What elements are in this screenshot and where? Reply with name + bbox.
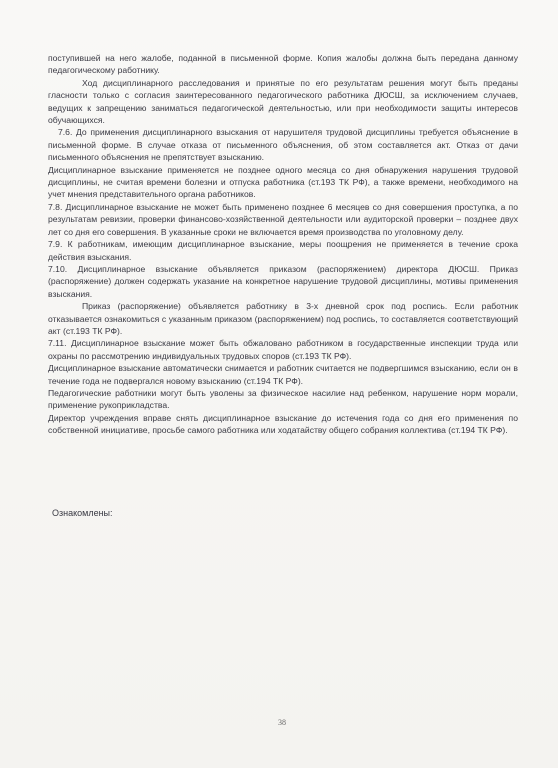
paragraph-7-6: 7.6. До применения дисциплинарного взыскания от нарушителя трудовой дисциплины требуется объяснение в письменной форме. В случае отказа от письменного объяснения, об этом составляется акт. Отказ от дачи письменного объяснения не препятствует взысканию.	[48, 127, 518, 163]
paragraph-director-removal: Директор учреждения вправе снять дисциплинарное взыскание до истечения года со дня его применения по собственной инициативе, просьбе самого работника или ходатайству общего собрания коллектива (ст.194 ТК РФ).	[48, 412, 518, 436]
paragraph-7-11: 7.11. Дисциплинарное взыскание может быть обжаловано работником в государственные инспекции труда или охраны по рассмотрению индивидуальных трудовых споров (ст.193 ТК РФ).	[48, 338, 518, 361]
paragraph-investigation: Ход дисциплинарного расследования и принятые по его результатам решения могут быть преданы гласности только с согласия заинтересованного педагогического работника ДЮСШ, за исключением случаев, ведущих к запрещению заниматься педагогической деятельностью, или при необходимости защиты интересов обучающихся.	[48, 77, 518, 126]
acknowledged-label: Ознакомлены:	[52, 508, 113, 518]
paragraph-order-announcement: Приказ (распоряжение) объявляется работнику в 3-х дневной срок под роспись. Если работник отказывается ознакомиться с указанным приказом (распоряжением) под роспись, то составляется соответствующий акт (ст.193 ТК РФ).	[48, 301, 518, 336]
paragraph-7-8: 7.8. Дисциплинарное взыскание не может быть применено позднее 6 месяцев со дня совершения проступка, а по результатам ревизии, проверки финансово-хозяйственной деятельности или аудиторской проверки – позднее двух лет со дня его совершения. В указанные сроки не включается время производства по уголовному делу.	[48, 201, 518, 237]
paragraph-auto-removal: Дисциплинарное взыскание автоматически снимается и работник считается не подвергшимся взысканию, если он в течение года не подвергался новому взысканию (ст.194 ТК РФ).	[48, 363, 518, 386]
paragraph-dismissal: Педагогические работники могут быть уволены за физическое насилие над ребенком, нарушение норм морали, применение рукоприкладства.	[48, 387, 518, 411]
paragraph-7-10: 7.10. Дисциплинарное взыскание объявляется приказом (распоряжением) директора ДЮСШ. Приказ (распоряжение) должен содержать указание на конкретное нарушение трудовой дисциплины, мотивы применения взыскания.	[48, 263, 518, 299]
paragraph-complaint-end: поступившей на него жалобе, поданной в письменной форме. Копия жалобы должна быть передана данному педагогическому работнику.	[48, 53, 518, 76]
paragraph-7-9: 7.9. К работникам, имеющим дисциплинарное взыскание, меры поощрения не применяется в течение срока действия взыскания.	[48, 239, 518, 262]
body-text	[48, 52, 518, 437]
paragraph-one-month: Дисциплинарное взыскание применяется не позднее одного месяца со дня обнаружения нарушения трудовой дисциплины, не считая времени болезни и отпуска работника (ст.193 ТК РФ), а также времени, необходимого на учет мнения представительного органа работников.	[48, 164, 518, 200]
page-number: 38	[278, 718, 286, 727]
